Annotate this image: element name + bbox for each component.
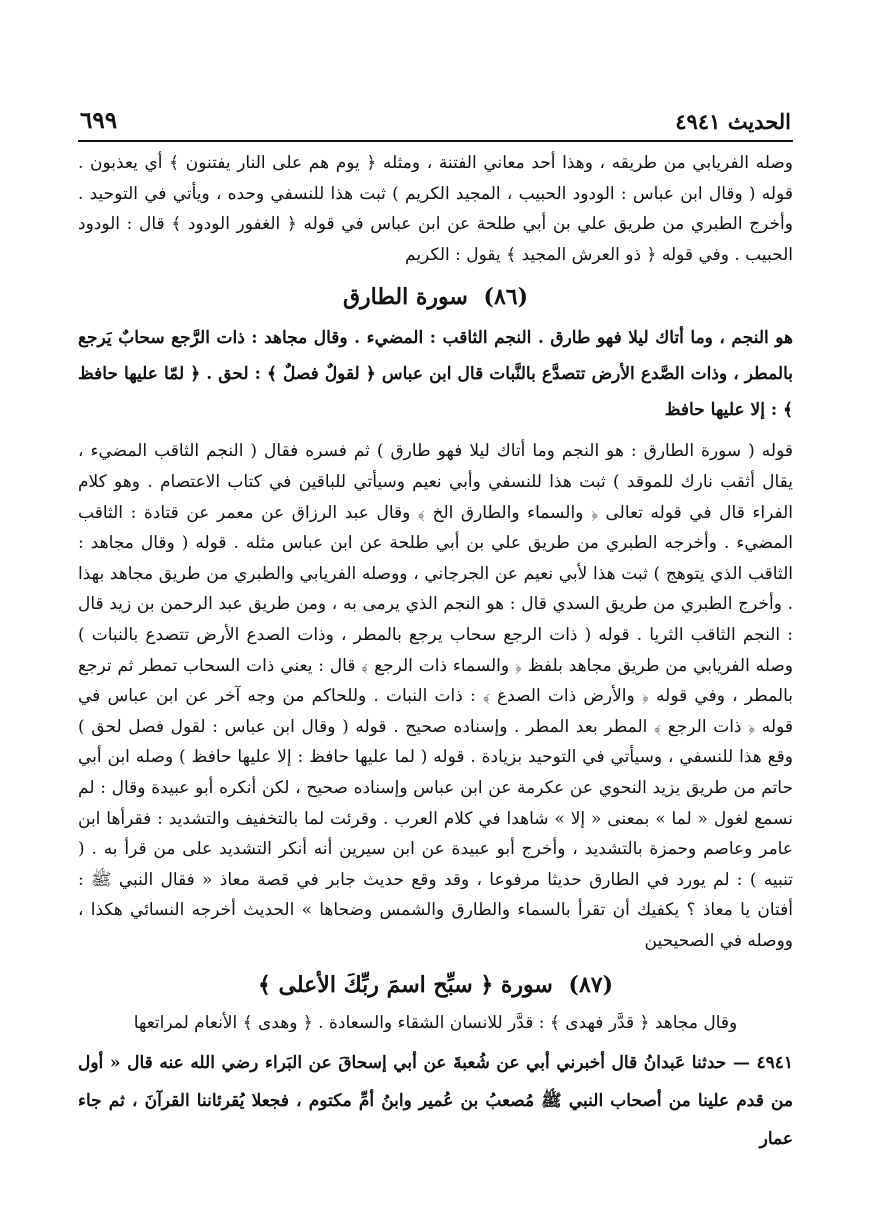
surah-86-heading (78, 282, 793, 312)
running-head: الحديث ٤٩٤١ (675, 109, 791, 134)
surah-86-intro: هو النجم ، وما أتاك ليلا فهو طارق . النجم الثاقب : المضيء . وقال مجاهد : ذات الرَّجع سحابٌ يَرجع بالمطر ، وذات الصَّدع الأرض تتصدَّع بالنَّبات قال ابن عباس ﴿ لقولٌ فصلٌ ﴾ : لحق . ﴿ لمّا عليها حافظ ﴾ : إلا عليها حافظ (78, 328, 793, 421)
commentary-paragraph-2: قوله ( سورة الطارق : هو النجم وما أتاك ليلا فهو طارق ) ثم فسره فقال ( النجم الثاقب المضيء ، يقال أثقب نارك للموقد ) ثبت هذا للنسفي وأبي نعيم وسيأتي للباقين في كتاب الاعتصام . وهو كلام الفراء قال في قوله تعالى ﴿ والسماء والطارق الخ ﴾ وقال عبد الرزاق عن معمر عن قتادة : الثاقب المضيء . وأخرجه الطبري من طريق علي بن أبي طلحة عن ابن عباس مثله . قوله ( وقال مجاهد : الثاقب الذي يتوهج ) ثبت هذا لأبي نعيم عن الجرجاني ، ووصله الفريابي والطبري من طريق مجاهد بهذا . وأخرج الطبري من طريق السدي قال : هو النجم الذي يرمى به ، ومن طريق عبد الرحمن بن زيد قال : النجم الثاقب الثريا . قوله ( ذات الرجع سحاب يرجع بالمطر ، وذات الصدع الأرض تتصدع بالنبات ) وصله الفريابي من طريق مجاهد بلفظ ﴿ والسماء ذات الرجع ﴾ قال : يعني ذات السحاب تمطر ثم ترجع بالمطر ، وفي قوله ﴿ والأرض ذات الصدع ﴾ : ذات النبات . وللحاكم من وجه آخر عن ابن عباس في قوله ﴿ ذات الرجع ﴾ المطر بعد المطر . وإسناده صحيح . قوله ( وقال ابن عباس : لقول فصل لحق ) وقع هذا للنسفي ، وسيأتي في التوحيد بزيادة . قوله ( لما عليها حافظ : إلا عليها حافظ ) وصله ابن أبي حاتم من طريق يزيد النحوي عن عكرمة عن ابن عباس وإسناده صحيح ، لكن أنكره أبو عبيدة وقال : لم نسمع لغول « لما » بمعنى « إلا » شاهدا في كلام العرب . وقرئت لما بالتخفيف والتشديد : فقرأها ابن عامر وعاصم وحمزة بالتشديد ، وأخرج أبو عبيدة عن ابن سيرين أنه أنكر التشديد على من قرأ به . ( تنبيه ) : لم يورد في الطارق حديثا مرفوعا ، وقد وقع حديث جابر في قصة معاذ « فقال النبي ﷺ : أفتان يا معاذ ؟ يكفيك أن تقرأ بالسماء والطارق والشمس وضحاها » الحديث أخرجه النسائي هكذا ، ووصله في الصحيحين (78, 441, 793, 951)
mujahid-note: وقال مجاهد ﴿ قدَّر فهدى ﴾ : قدَّر للانسان الشقاء والسعادة . ﴿ وهدى ﴾ الأنعام لمراتعها (133, 1013, 738, 1034)
page-header (80, 98, 791, 134)
hadith-4941: ٤٩٤١ — حدثنا عَبدانُ قال أخبرني أبي عن شُعبةَ عن أبي إسحاقَ عن البَراء رضي الله عنه قال « أول من قدم علينا من أصحاب النبي ﷺ مُصعبُ بن عُمير وابنُ أمِّ مكتوم ، فجعلا يُقرئاننا القرآنَ ، ثم جاء عمار (78, 1053, 793, 1150)
page-number: ٦٩٩ (80, 107, 118, 134)
page-body (78, 148, 793, 1158)
header-rule (78, 140, 793, 142)
surah-87-number: (٨٧) (568, 972, 613, 999)
surah-87-name: سورة ﴿ سبِّح اسمَ ربِّكَ الأعلى ﴾ (258, 972, 553, 999)
commentary-paragraph-1: وصله الفريابي من طريقه ، وهذا أحد معاني الفتنة ، ومثله ﴿ يوم هم على النار يفتنون ﴾ أي يعذبون . قوله ( وقال ابن عباس : الودود الحبيب ، المجيد الكريم ) ثبت هذا للنسفي وحده ، ويأتي في التوحيد . وأخرج الطبري من طريق علي بن أبي طلحة عن ابن عباس في قوله ﴿ الغفور الودود ﴾ قال : الودود الحبيب . وفي قوله ﴿ ذو العرش المجيد ﴾ يقول : الكريم (78, 153, 793, 265)
surah-86-name: سورة الطارق (342, 284, 468, 311)
surah-86-number: (٨٦) (483, 284, 529, 311)
surah-87-heading (78, 970, 793, 1000)
